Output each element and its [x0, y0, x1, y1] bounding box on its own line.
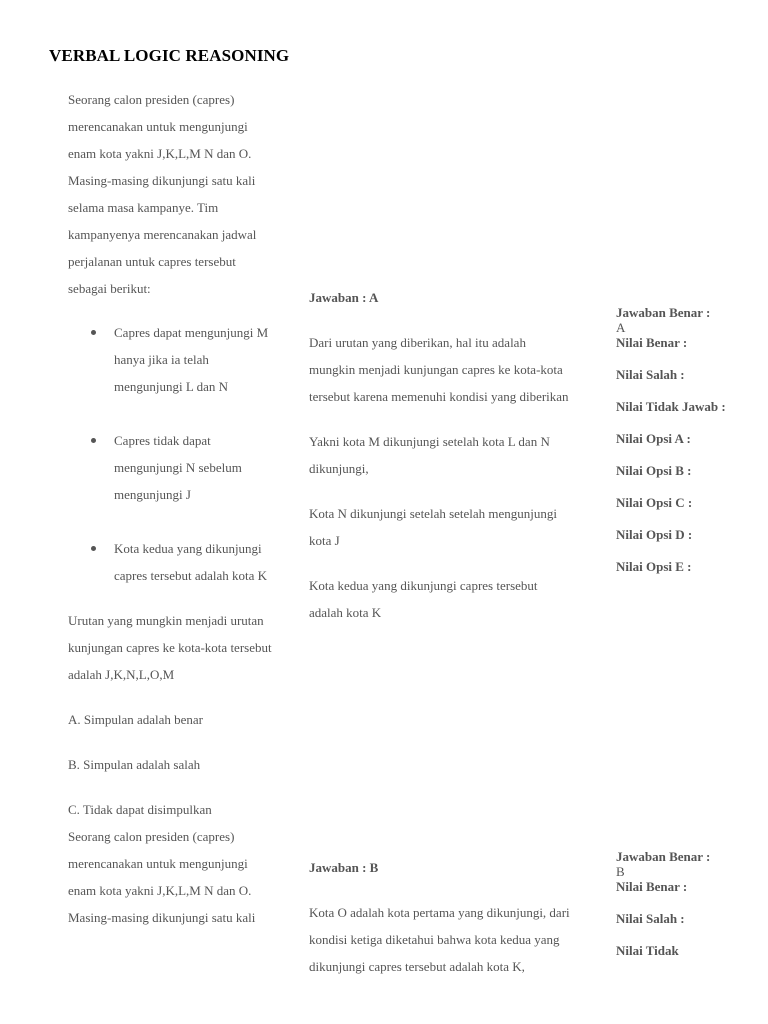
option-c: C. Tidak dapat disimpulkan [68, 802, 212, 817]
score-unanswered-label: Nilai Tidak [616, 943, 679, 958]
score-wrong-label: Nilai Salah : [616, 367, 685, 382]
answer-2-column [309, 854, 574, 980]
question-intro: Seorang calon presiden (capres) merencanakan untuk mengunjungi enam kota yakni J,K,L,M N dan O. Masing-masing dikunjungi satu kali selama masa kampanye. Tim kampanyenya merencanakan jadwal perjalanan untuk capres tersebut sebagai berikut: [68, 92, 257, 296]
score-correct-label: Nilai Benar : [616, 335, 688, 350]
explanation-paragraph: Kota kedua yang dikunjungi capres tersebut adalah kota K [309, 578, 538, 620]
correct-answer-label: Jawaban Benar : [616, 849, 711, 864]
score-correct-label: Nilai Benar : [616, 879, 688, 894]
question-statement: Urutan yang mungkin menjadi urutan kunjungan capres ke kota-kota tersebut adalah J,K,N,L,O,M [68, 613, 272, 682]
option-b: B. Simpulan adalah salah [68, 757, 201, 772]
answer-1-column [309, 284, 574, 626]
score-option-e-label: Nilai Opsi E : [616, 559, 692, 574]
explanation-paragraph: Kota O adalah kota pertama yang dikunjungi, dari kondisi ketiga diketahui bahwa kota kedua yang dikunjungi capres tersebut adalah kota K, [309, 905, 570, 974]
page-title: VERBAL LOGIC REASONING [49, 46, 290, 65]
correct-answer-value: A [616, 320, 626, 335]
score-unanswered-label: Nilai Tidak Jawab : [616, 399, 726, 414]
question-2-intro: Seorang calon presiden (capres) merencanakan untuk mengunjungi enam kota yakni J,K,L,M N dan O. Masing-masing dikunjungi satu kali [68, 829, 256, 925]
explanation-paragraph: Kota N dikunjungi setelah setelah mengunjungi kota J [309, 506, 558, 548]
bullet-icon [91, 330, 96, 335]
condition-item [68, 427, 273, 508]
condition-item [68, 535, 273, 589]
condition-text: Capres tidak dapat mengunjungi N sebelum mengunjungi J [114, 433, 242, 502]
scoring-1-column [616, 305, 726, 574]
bullet-icon [91, 438, 96, 443]
score-option-b-label: Nilai Opsi B : [616, 463, 692, 478]
condition-text: Kota kedua yang dikunjungi capres tersebut adalah kota K [114, 541, 268, 583]
answer-heading: Jawaban : A [309, 290, 379, 305]
score-option-c-label: Nilai Opsi C : [616, 495, 693, 510]
correct-answer-label: Jawaban Benar : [616, 305, 711, 320]
question-1-column [68, 86, 273, 931]
explanation-paragraph: Yakni kota M dikunjungi setelah kota L dan N dikunjungi, [309, 434, 550, 476]
option-a: A. Simpulan adalah benar [68, 712, 204, 727]
bullet-icon [91, 546, 96, 551]
score-option-d-label: Nilai Opsi D : [616, 527, 693, 542]
correct-answer-value: B [616, 864, 625, 879]
explanation-paragraph: Dari urutan yang diberikan, hal itu adalah mungkin menjadi kunjungan capres ke kota-kota tersebut karena memenuhi kondisi yang diberikan [309, 335, 569, 404]
condition-text: Capres dapat mengunjungi M hanya jika ia telah mengunjungi L dan N [114, 325, 269, 394]
score-wrong-label: Nilai Salah : [616, 911, 685, 926]
score-option-a-label: Nilai Opsi A : [616, 431, 691, 446]
scoring-2-column [616, 849, 726, 958]
condition-list [68, 319, 273, 589]
answer-heading: Jawaban : B [309, 860, 379, 875]
condition-item [68, 319, 273, 400]
